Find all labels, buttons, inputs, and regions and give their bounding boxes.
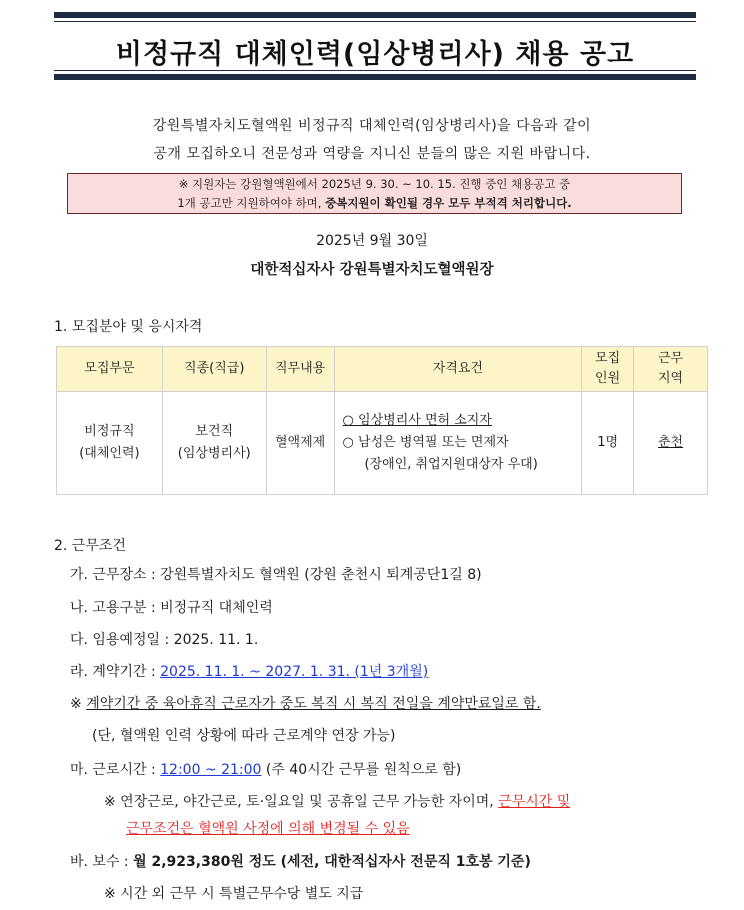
header-count-line-2: 인원: [595, 371, 621, 386]
item-ma-working-hours: [70, 759, 461, 779]
qualification-item-1: ○ 임상병리사 면허 소지자: [342, 413, 492, 428]
item-da-start-date: 다. 임용예정일 : 2025. 11. 1.: [70, 632, 259, 648]
header-count: [582, 347, 634, 392]
cell-region: 춘천: [634, 392, 708, 495]
cell-dept-line-2: (대체인력): [79, 446, 140, 461]
intro-line-1: 강원특별자치도혈액원 비정규직 대체인력(임상병리사)을 다음과 같이: [152, 118, 592, 134]
section-2-heading: 2. 근무조건: [54, 538, 126, 554]
overtime-note: ※ 시간 외 근무 시 특별근무수당 별도 지급: [104, 886, 364, 902]
notice-line-2: [68, 194, 681, 213]
cell-job: [162, 392, 266, 495]
header-dept: 모집부문: [57, 347, 163, 392]
section-1-heading: 1. 모집분야 및 응시자격: [54, 319, 203, 335]
item-na-employment-type: 나. 고용구분 : 비정규직 대체인력: [70, 600, 273, 616]
item-ra-contract-period: [70, 661, 428, 681]
hours-note: [104, 791, 570, 811]
hours-note-line-2: [126, 818, 410, 838]
working-hours-rest: (주 40시간 근무를 원칙으로 함): [261, 762, 462, 778]
item-ga-workplace: 가. 근무장소 : 강원특별자치도 혈액원 (강원 춘천시 퇴계공단1길 8): [70, 567, 482, 583]
cell-job-line-2: (임상병리사): [177, 446, 251, 461]
cell-dept-line-1: 비정규직: [84, 424, 135, 439]
header-qualification: 자격요건: [334, 347, 582, 392]
cell-count: 1명: [582, 392, 634, 495]
header-job: 직종(직급): [162, 347, 266, 392]
contract-note-mark: ※: [70, 696, 87, 712]
contract-period-label: 라. 계약기간 :: [70, 664, 161, 680]
hours-note-red-1: 근무시간 및: [498, 794, 571, 810]
cell-duty: 혈액제제: [266, 392, 334, 495]
working-hours-value: 12:00 ~ 21:00: [160, 762, 262, 778]
header-count-line-1: 모집: [595, 351, 621, 366]
salary-value: 월 2,923,380원 정도 (세전, 대한적십자사 전문직 1호봉 기준): [133, 854, 531, 870]
notice-line-1: ※ 지원자는 강원혈액원에서 2025년 9. 30. ~ 10. 15. 진행 중인 채용공고 중: [178, 177, 571, 191]
contract-note-sub: (단, 혈액원 인력 상황에 따라 근로계약 연장 가능): [92, 728, 396, 744]
contract-note-text: 계약기간 중 육아휴직 근로자가 중도 복직 시 복직 전일을 계약만료일로 함.: [86, 696, 541, 712]
header-duty: 직무내용: [266, 347, 334, 392]
qualification-item-3: (장애인, 취업지원대상자 우대): [364, 457, 538, 472]
header-region-line-2: 지역: [657, 371, 684, 386]
issuing-organization: 대한적십자사 강원특별자치도혈액원장: [250, 262, 494, 278]
table-row: [57, 392, 708, 495]
contract-period-value: 2025. 11. 1. ~ 2027. 1. 31. (1년 3개월): [160, 664, 429, 680]
cell-qualification: [334, 392, 582, 495]
title-rule-top: [54, 21, 696, 22]
announcement-date: 2025년 9월 30일: [316, 233, 428, 249]
hours-note-red-2: 근무조건은 혈액원 사정에 의해 변경될 수 있음: [126, 821, 410, 837]
intro-line-2: 공개 모집하오니 전문성과 역량을 지니신 분들의 많은 지원 바랍니다.: [153, 146, 591, 162]
notice-line-2-plain: 1개 공고만 지원하여야 하며,: [177, 196, 326, 210]
cell-dept: [57, 392, 163, 495]
item-ba-salary: [70, 851, 531, 871]
qualification-item-2: ○ 남성은 병역필 또는 면제자: [342, 435, 509, 450]
notice-line-2-bold: 중복지원이 확인될 경우 모두 부적격 처리합니다.: [325, 196, 572, 210]
title-rule-bottom: [54, 70, 696, 71]
cell-job-line-1: 보건직: [195, 424, 234, 439]
salary-label: 바. 보수 :: [70, 854, 134, 870]
recruitment-table: [56, 346, 708, 495]
page-title: 비정규직 대체인력(임상병리사) 채용 공고: [115, 39, 635, 70]
notice-box: [67, 173, 682, 214]
working-hours-label: 마. 근로시간 :: [70, 762, 161, 778]
title-box: [54, 12, 696, 80]
header-region: [634, 347, 708, 392]
contract-note: [70, 693, 541, 713]
hours-note-plain: ※ 연장근로, 야간근로, 토·일요일 및 공휴일 근무 가능한 자이며,: [104, 794, 499, 810]
header-region-line-1: 근무: [657, 351, 684, 366]
table-header-row: [57, 347, 708, 392]
